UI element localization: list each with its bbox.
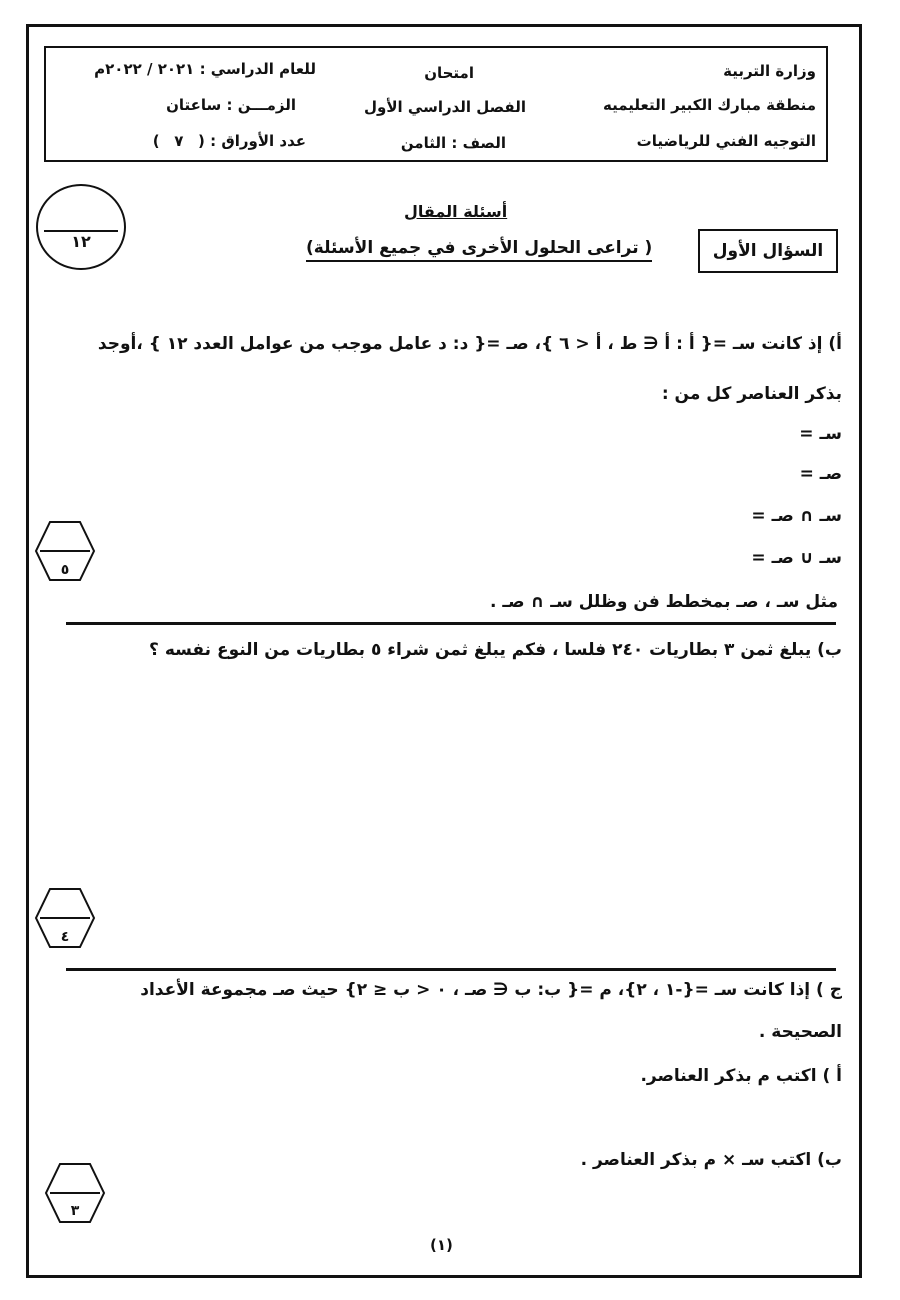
part-a-item: سـ ∪ صـ = bbox=[751, 548, 842, 568]
department-name: التوجيه الفني للرياضيات bbox=[636, 132, 816, 150]
part-b-score: ٤ bbox=[60, 929, 70, 945]
part-a-prompt-2: بذكر العناصر كل من : bbox=[661, 384, 842, 404]
divider bbox=[66, 622, 836, 625]
question-1-label: السؤال الأول bbox=[698, 229, 838, 273]
total-score: ١٢ bbox=[71, 232, 91, 251]
exam-header bbox=[44, 46, 828, 162]
part-a-item: صـ = bbox=[799, 464, 842, 484]
part-a-item: سـ = bbox=[799, 424, 842, 444]
divider bbox=[66, 968, 836, 971]
part-a-item: سـ ∩ صـ = bbox=[751, 506, 842, 526]
part-c-sub-b: ب) اكتب سـ × م بذكر العناصر . bbox=[580, 1150, 842, 1170]
pages-value: ٧ bbox=[174, 132, 184, 150]
ministry-name: وزارة التربية bbox=[723, 62, 816, 80]
part-b-prompt: ب) يبلغ ثمن ٣ بطاريات ٢٤٠ فلسا ، فكم يبلغ ثمن شراء ٥ بطاريات من النوع نفسه ؟ bbox=[149, 640, 842, 660]
pages-count bbox=[153, 132, 306, 150]
school-year: للعام الدراسي : ٢٠٢١ / ٢٠٢٢م bbox=[94, 60, 316, 78]
exam-title: امتحان bbox=[424, 64, 474, 82]
pages-label: عدد الأوراق : ( bbox=[198, 132, 306, 150]
pages-close: ) bbox=[152, 132, 160, 150]
part-c-prompt-2: الصحيحة . bbox=[758, 1022, 842, 1042]
total-score-circle bbox=[36, 184, 126, 270]
section-note: ( تراعى الحلول الأخرى في جميع الأسئلة) bbox=[306, 238, 652, 262]
time-value: : ساعتان bbox=[166, 96, 233, 114]
part-c-prompt-1: ج ) إذا كانت سـ ={-١ ، ٢}، م ={ ب: ب ∈ صـ ، ٠ < ب ≤ ٢} حيث صـ مجموعة الأعداد bbox=[140, 980, 842, 1000]
part-a-prompt-1: أ) إذ كانت سـ ={ أ : أ ∈ ط ، أ < ٦ }، صـ ={ د: د عامل موجب من عوامل العدد ١٢ } ،أوجد bbox=[97, 334, 842, 354]
part-a-venn: مثل سـ ، صـ بمخطط فن وظلل سـ ∩ صـ . bbox=[490, 592, 838, 612]
region-name: منطقة مبارك الكبير التعليميه bbox=[603, 96, 816, 114]
part-c-sub-a: أ ) اكتب م بذكر العناصر. bbox=[640, 1066, 842, 1086]
part-c-score: ٣ bbox=[70, 1203, 80, 1219]
part-a-score: ٥ bbox=[60, 562, 70, 578]
time-label: الزمـــن bbox=[237, 96, 296, 114]
section-title: أسئلة المقال bbox=[404, 202, 508, 221]
page-number: (١) bbox=[430, 1236, 453, 1254]
exam-time bbox=[166, 96, 296, 114]
semester: الفصل الدراسي الأول bbox=[364, 98, 526, 116]
grade: الصف : الثامن bbox=[400, 134, 506, 152]
